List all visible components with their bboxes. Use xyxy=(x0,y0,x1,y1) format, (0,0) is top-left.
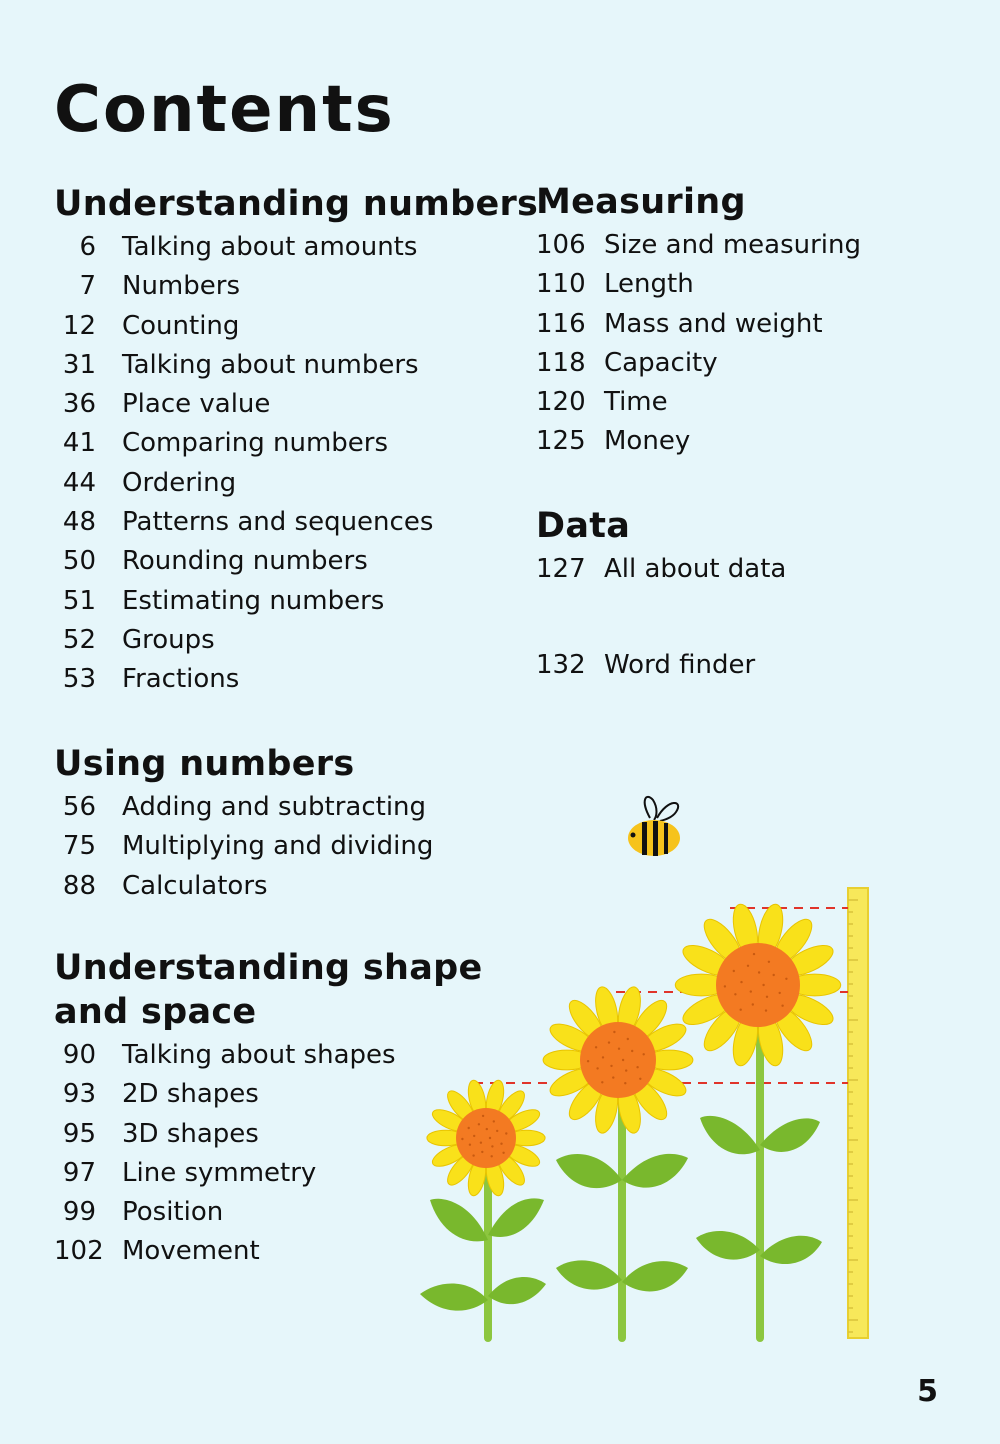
toc-label: Patterns and sequences xyxy=(122,507,434,538)
toc-page-number: 120 xyxy=(536,387,586,418)
toc-page-number: 95 xyxy=(62,1118,96,1149)
toc-page-number: 56 xyxy=(62,792,96,822)
toc-page-number: 52 xyxy=(62,624,96,655)
toc-page-number: 53 xyxy=(62,664,96,695)
section-heading: Understanding numbers xyxy=(54,184,539,224)
toc-page-number: 12 xyxy=(62,310,96,341)
toc-page-number: 6 xyxy=(79,232,96,262)
toc-label: Numbers xyxy=(122,271,240,302)
toc-page-number: 102 xyxy=(54,1236,104,1267)
toc-page-number: 118 xyxy=(536,347,586,378)
toc-label: Mass and weight xyxy=(604,308,823,339)
section-heading-line2: and space xyxy=(54,992,257,1032)
toc-page-number: 125 xyxy=(536,426,586,457)
toc-label: Comparing numbers xyxy=(122,428,389,459)
toc-label: Size and measuring xyxy=(604,230,861,260)
toc-label: Word finder xyxy=(604,650,756,680)
toc-page-number: 31 xyxy=(62,349,96,380)
toc-label: 2D shapes xyxy=(122,1079,259,1110)
toc-page-number: 88 xyxy=(62,870,96,901)
section-heading: Data xyxy=(536,506,631,546)
toc-label: Estimating numbers xyxy=(122,585,385,616)
page-title: Contents xyxy=(54,73,395,147)
toc-label: Talking about shapes xyxy=(122,1040,396,1070)
toc-page-number: 7 xyxy=(79,271,96,302)
page-number: 5 xyxy=(917,1374,938,1409)
toc-label: Place value xyxy=(122,389,271,420)
toc-page-number: 132 xyxy=(536,650,586,680)
toc-label: Length xyxy=(604,269,694,300)
section-heading: Measuring xyxy=(536,182,746,222)
section-heading-line1: Understanding shape xyxy=(54,948,483,988)
toc-label: Counting xyxy=(122,310,240,341)
toc-page-number: 127 xyxy=(536,554,586,584)
toc-label: Rounding numbers xyxy=(122,546,368,577)
toc-page-number: 99 xyxy=(62,1197,96,1228)
toc-label: Talking about amounts xyxy=(122,232,418,262)
section-heading: Using numbers xyxy=(54,744,355,784)
toc-page-number: 97 xyxy=(62,1157,96,1188)
toc-label: Fractions xyxy=(122,664,240,695)
toc-page-number: 106 xyxy=(536,230,586,260)
toc-label: Groups xyxy=(122,624,215,655)
toc-page-number: 36 xyxy=(62,389,96,420)
toc-page-number: 48 xyxy=(62,507,96,538)
toc-label: 3D shapes xyxy=(122,1118,259,1149)
ruler-icon xyxy=(848,888,868,1338)
toc-page-number: 116 xyxy=(536,308,586,339)
toc-page-number: 93 xyxy=(62,1079,96,1110)
toc-label: Ordering xyxy=(122,467,237,498)
toc-label: All about data xyxy=(604,554,787,584)
toc-label: Capacity xyxy=(604,347,718,378)
toc-label: Time xyxy=(604,387,668,418)
toc-page-number: 44 xyxy=(62,467,96,498)
toc-label: Talking about numbers xyxy=(122,349,419,380)
toc-page-number: 51 xyxy=(62,585,96,616)
toc-page-number: 41 xyxy=(62,428,96,459)
bee-icon xyxy=(628,797,680,856)
toc-label: Adding and subtracting xyxy=(122,792,427,822)
toc-page-number: 75 xyxy=(62,831,96,862)
toc-page-number: 50 xyxy=(62,546,96,577)
toc-label: Calculators xyxy=(122,870,268,901)
toc-page-number: 110 xyxy=(536,269,586,300)
toc-label: Multiplying and dividing xyxy=(122,831,434,862)
toc-page-number: 90 xyxy=(62,1040,96,1070)
toc-label: Money xyxy=(604,426,691,457)
toc-label: Position xyxy=(122,1197,224,1228)
toc-label: Movement xyxy=(122,1236,260,1267)
toc-label: Line symmetry xyxy=(122,1157,317,1188)
